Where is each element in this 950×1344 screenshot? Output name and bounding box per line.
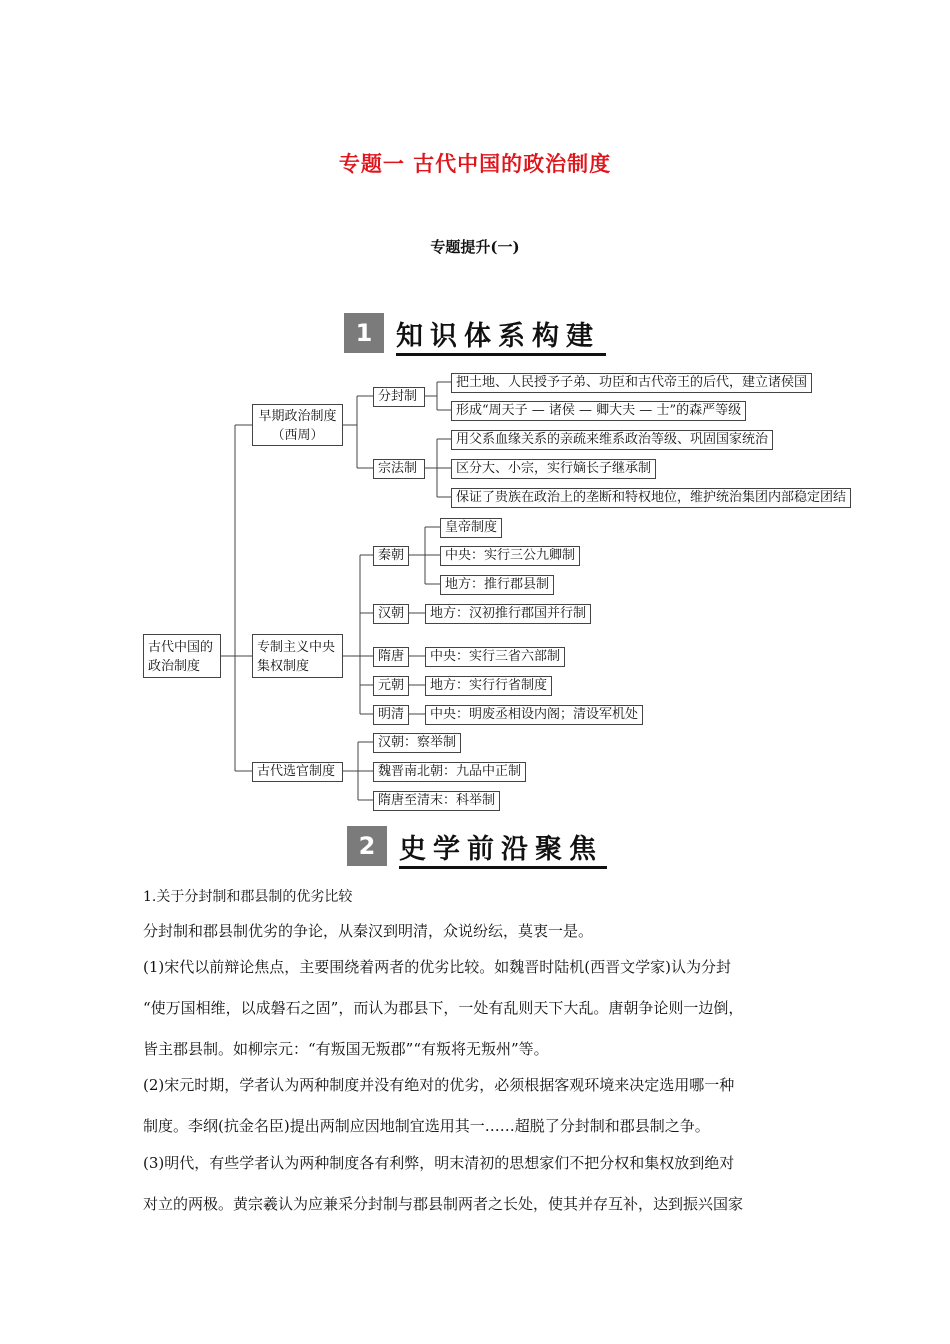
paragraph-heading: 1.关于分封制和郡县制的优劣比较	[143, 889, 353, 905]
tree-han: 汉朝	[373, 604, 409, 624]
tree-root: 古代中国的政治制度	[143, 634, 221, 678]
paragraph-line: “使万国相维，以成磐石之固”，而认为郡县下，一处有乱则天下大乱。唐朝争论则一边倒，	[143, 999, 744, 1017]
tree-qin-leaf: 中央：实行三公九卿制	[440, 546, 580, 566]
tree-yuan: 元朝	[373, 676, 409, 696]
tree-qin: 秦朝	[373, 546, 409, 566]
paragraph-line: 对立的两极。黄宗羲认为应兼采分封制与郡县制两者之长处，使其并存互补，达到振兴国家	[143, 1195, 744, 1213]
tree-selection-leaf: 汉朝：察举制	[373, 733, 461, 753]
section-number: 2	[347, 826, 387, 866]
paragraph-line: (3)明代，有些学者认为两种制度各有利弊，明末清初的思想家们不把分权和集权放到绝对	[143, 1154, 735, 1172]
section-title: 史学前沿聚焦	[399, 833, 603, 865]
tree-centralization: 专制主义中央集权制度	[252, 634, 343, 678]
paragraph-line: 皆主郡县制。如柳宗元：“有叛国无叛郡”“有叛将无叛州”等。	[143, 1040, 549, 1058]
tree-mingqing-leaf: 中央：明废丞相设内阁；清设军机处	[425, 705, 643, 725]
tree-suitang: 隋唐	[373, 647, 409, 667]
tree-qin-leaf: 地方：推行郡县制	[440, 575, 554, 595]
tree-fenfeng-leaf: 把土地、人民授予子弟、功臣和古代帝王的后代，建立诸侯国	[451, 373, 812, 393]
section-title: 知识体系构建	[396, 320, 600, 352]
tree-fenfeng-leaf: 形成“周天子 — 诸侯 — 卿大夫 — 士”的森严等级	[451, 401, 746, 421]
page-title: 专题一 古代中国的政治制度	[338, 151, 612, 176]
tree-han-leaf: 地方：汉初推行郡国并行制	[425, 604, 591, 624]
tree-zongfa-leaf: 区分大、小宗，实行嫡长子继承制	[451, 459, 656, 479]
tree-early-system: 早期政治制度（西周）	[252, 404, 343, 446]
page-subtitle: 专题提升(一)	[430, 238, 520, 256]
tree-fenfeng: 分封制	[373, 387, 425, 407]
tree-suitang-leaf: 中央：实行三省六部制	[425, 647, 565, 667]
paragraph-line: (1)宋代以前辩论焦点，主要围绕着两者的优劣比较。如魏晋时陆机(西晋文学家)认为分封	[143, 958, 731, 976]
paragraph-line: 分封制和郡县制优劣的争论，从秦汉到明清，众说纷纭，莫衷一是。	[143, 922, 594, 940]
tree-zongfa-leaf: 保证了贵族在政治上的垄断和特权地位，维护统治集团内部稳定团结	[451, 488, 851, 508]
paragraph-line: 制度。李纲(抗金名臣)提出两制应因地制宜选用其一……超脱了分封制和郡县制之争。	[143, 1117, 710, 1135]
tree-zongfa-leaf: 用父系血缘关系的亲疏来维系政治等级、巩固国家统治	[451, 430, 773, 450]
tree-mingqing: 明清	[373, 705, 409, 725]
tree-selection-leaf: 魏晋南北朝：九品中正制	[373, 762, 526, 782]
section-number: 1	[344, 313, 384, 353]
tree-selection-leaf: 隋唐至清末：科举制	[373, 791, 500, 811]
tree-zongfa: 宗法制	[373, 459, 425, 479]
section-underline	[399, 866, 607, 869]
section-banner-frontier	[347, 826, 607, 866]
tree-qin-leaf: 皇帝制度	[440, 518, 502, 538]
tree-yuan-leaf: 地方：实行行省制度	[425, 676, 552, 696]
tree-official-selection: 古代选官制度	[252, 762, 343, 782]
paragraph-line: (2)宋元时期，学者认为两种制度并没有绝对的优劣，必须根据客观环境来决定选用哪一种	[143, 1076, 735, 1094]
